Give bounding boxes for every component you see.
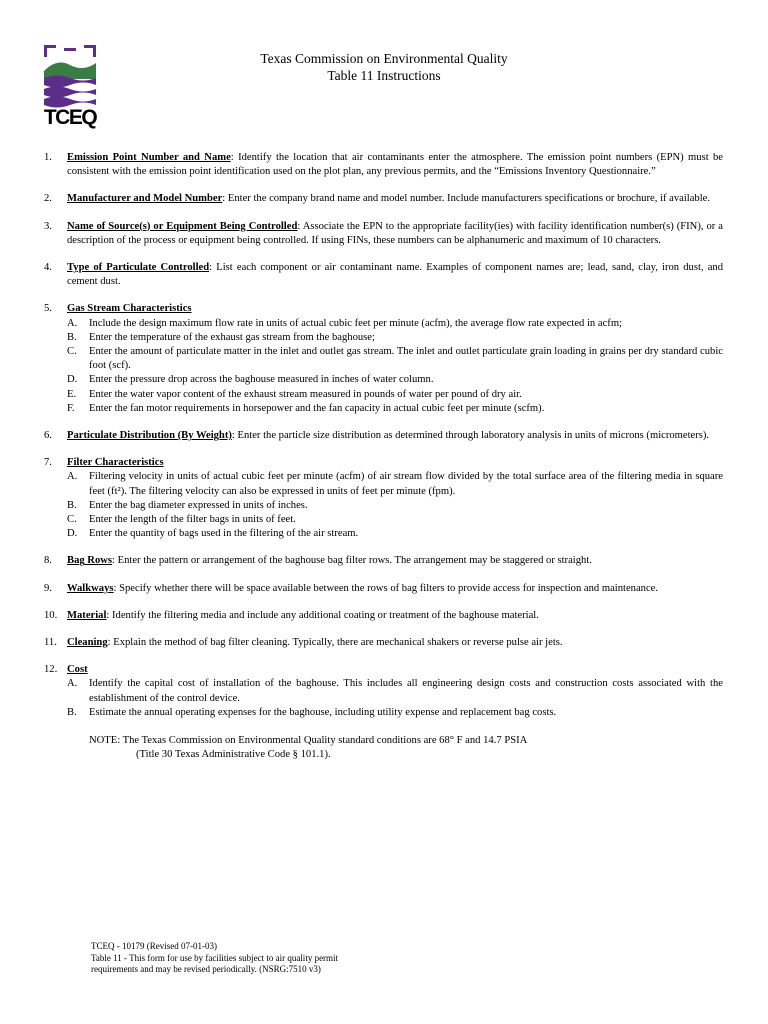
instruction-item [0, 456, 768, 541]
logo-wave-2 [44, 87, 96, 98]
item-text: Associate the EPN to the appropriate facility(ies) with facility identification number(s) (FIN), or a description of the process or equipment being controlled. If using FINs, these numbers can be alphanumeric and maximum of 10 characters. [67, 220, 723, 246]
sub-item [67, 470, 723, 498]
item-number: 12. [44, 664, 58, 676]
instruction-item [0, 582, 768, 596]
sub-item-label: B. [67, 331, 77, 343]
sub-item [67, 513, 723, 527]
item-number: 6. [44, 430, 52, 442]
sub-item-label: B. [67, 499, 77, 511]
sub-item-label: A. [67, 471, 78, 483]
instruction-list [0, 151, 768, 776]
sub-item [67, 402, 723, 416]
note [89, 734, 723, 762]
item-number: 4. [44, 262, 52, 274]
sub-list [67, 677, 723, 720]
instruction-item [0, 609, 768, 623]
sub-item-text: Enter the amount of particulate matter in the inlet and outlet gas stream. The inlet and outlet particulate grain loading in grains per dry standard cubic foot (scf). [89, 346, 723, 372]
sub-item [67, 345, 723, 373]
item-text: Specify whether there will be space available between the rows of bag filters to provide access for inspection and maintenance. [116, 582, 659, 594]
sub-item [67, 331, 723, 345]
item-text: Enter the particle size distribution as determined through laboratory analysis in units of microns (micrometers). [234, 430, 710, 442]
sub-item-label: F. [67, 402, 75, 414]
item-separator: : [106, 609, 110, 621]
instruction-item [0, 220, 768, 248]
sub-item-text: Enter the fan motor requirements in horsepower and the fan capacity in actual cubic feet per minute (scfm). [89, 402, 545, 414]
item-title: Filter Characteristics [67, 457, 164, 469]
sub-item-label: D. [67, 528, 78, 540]
sub-item [67, 677, 723, 705]
sub-item [67, 706, 723, 720]
item-title: Material [67, 609, 107, 621]
sub-item-text: Enter the bag diameter expressed in units of inches. [89, 499, 308, 511]
sub-item-text: Enter the quantity of bags used in the filtering of the air stream. [89, 528, 359, 540]
sub-list [67, 470, 723, 541]
item-text: Explain the method of bag filter cleaning. Typically, there are mechanical shakers or reverse pulse air jets. [110, 637, 563, 649]
instruction-item [0, 663, 768, 762]
item-number: 11. [44, 637, 57, 649]
sub-item-text: Enter the temperature of the exhaust gas stream from the baghouse; [89, 331, 375, 343]
item-separator: : [107, 637, 111, 649]
item-title: Manufacturer and Model Number [67, 193, 223, 205]
item-number: 3. [44, 220, 52, 232]
item-title: Gas Stream Characteristics [67, 303, 192, 315]
item-text: Identify the filtering media and include any additional coating or treatment of the baghouse material. [109, 609, 539, 621]
item-separator: : [231, 430, 235, 442]
sub-item-label: C. [67, 514, 77, 526]
sub-item-text: Filtering velocity in units of actual cubic feet per minute (acfm) of air stream flow divided by the total surface area of the filtering media in square feet (ft²). The filtering velocity can also be expressed in units of feet per minute (fpm). [89, 471, 723, 497]
page-title: Texas Commission on Environmental Quality [260, 51, 508, 66]
instruction-item [0, 636, 768, 650]
item-text: Identify the location that air contaminants enter the atmosphere. The emission point numbers (EPN) must be consistent with the emission point identification used on the plot plan, any previous permits, and the “Emissions Inventory Questionnaire.” [67, 152, 723, 178]
item-title: Cost [67, 664, 88, 676]
item-separator: : [222, 193, 226, 205]
item-title: Cleaning [67, 637, 108, 649]
sub-item-label: D. [67, 374, 78, 386]
instruction-item [0, 151, 768, 179]
instruction-item [0, 302, 768, 416]
item-number: 7. [44, 457, 52, 469]
note-line-1: NOTE: The Texas Commission on Environmental Quality standard conditions are 68° F and 14.7 PSIA [89, 735, 528, 747]
sub-item-label: A. [67, 317, 78, 329]
footer-form-id: TCEQ - 10179 (Revised 07-01-03) [91, 941, 217, 951]
sub-item [67, 388, 723, 402]
item-title: Emission Point Number and Name [67, 152, 231, 163]
item-text: Enter the company brand name and model number. Include manufacturers specifications or brochure, if available. [225, 193, 711, 205]
item-title: Bag Rows [67, 555, 113, 567]
instruction-item [0, 261, 768, 289]
footer-line-3: requirements and may be revised periodically. (NSRG:7510 v3) [91, 964, 321, 974]
instruction-item [0, 554, 768, 568]
item-title: Type of Particulate Controlled [67, 262, 210, 274]
sub-item-label: A. [67, 678, 78, 690]
instruction-item [0, 429, 768, 443]
sub-item [67, 373, 723, 387]
page-subtitle: Table 11 Instructions [327, 68, 441, 83]
item-separator: : [113, 582, 117, 594]
sub-item-label: B. [67, 706, 77, 718]
item-separator: : [297, 220, 301, 232]
instruction-item [0, 192, 768, 206]
sub-item-label: E. [67, 388, 77, 400]
logo-text: TCEQ [43, 106, 97, 129]
sub-item [67, 527, 723, 541]
sub-list [67, 317, 723, 416]
item-text: Enter the pattern or arrangement of the baghouse bag filter rows. The arrangement may be staggered or straight. [114, 555, 592, 567]
item-title: Name of Source(s) or Equipment Being Controlled [67, 220, 298, 232]
item-number: 8. [44, 555, 52, 567]
item-number: 10. [44, 609, 58, 621]
item-separator: : [112, 555, 115, 567]
item-number: 5. [44, 303, 52, 315]
sub-item [67, 499, 723, 513]
item-title: Walkways [67, 582, 114, 594]
item-number: 9. [44, 582, 52, 594]
sub-item [67, 317, 723, 331]
sub-item-text: Include the design maximum flow rate in units of actual cubic feet per minute (acfm), the average flow rate expected in acfm; [89, 317, 622, 329]
item-number: 1. [44, 152, 52, 163]
sub-item-text: Enter the pressure drop across the baghouse measured in inches of water column. [89, 374, 434, 386]
sub-item-text: Identify the capital cost of installation of the baghouse. This includes all engineering design costs and construction costs associated with the establishment of the control device. [89, 678, 723, 704]
sub-item-text: Estimate the annual operating expenses for the baghouse, including utility expense and replacement bag costs. [89, 706, 557, 718]
item-separator: : [209, 262, 213, 274]
sub-item-label: C. [67, 346, 77, 358]
sub-item-text: Enter the water vapor content of the exhaust stream measured in pounds of water per pound of dry air. [89, 388, 522, 400]
item-number: 2. [44, 193, 52, 205]
sub-item-text: Enter the length of the filter bags in units of feet. [89, 514, 296, 526]
note-line-2: (Title 30 Texas Administrative Code § 101.1). [136, 749, 331, 761]
item-text: List each component or air contaminant name. Examples of component names are; lead, sand, clay, iron dust, and cement dust. [67, 262, 723, 288]
item-title: Particulate Distribution (By Weight) [67, 430, 232, 442]
footer-line-2: Table 11 - This form for use by facilities subject to air quality permit [91, 952, 339, 963]
footer [91, 941, 338, 976]
item-separator: : [230, 152, 234, 163]
